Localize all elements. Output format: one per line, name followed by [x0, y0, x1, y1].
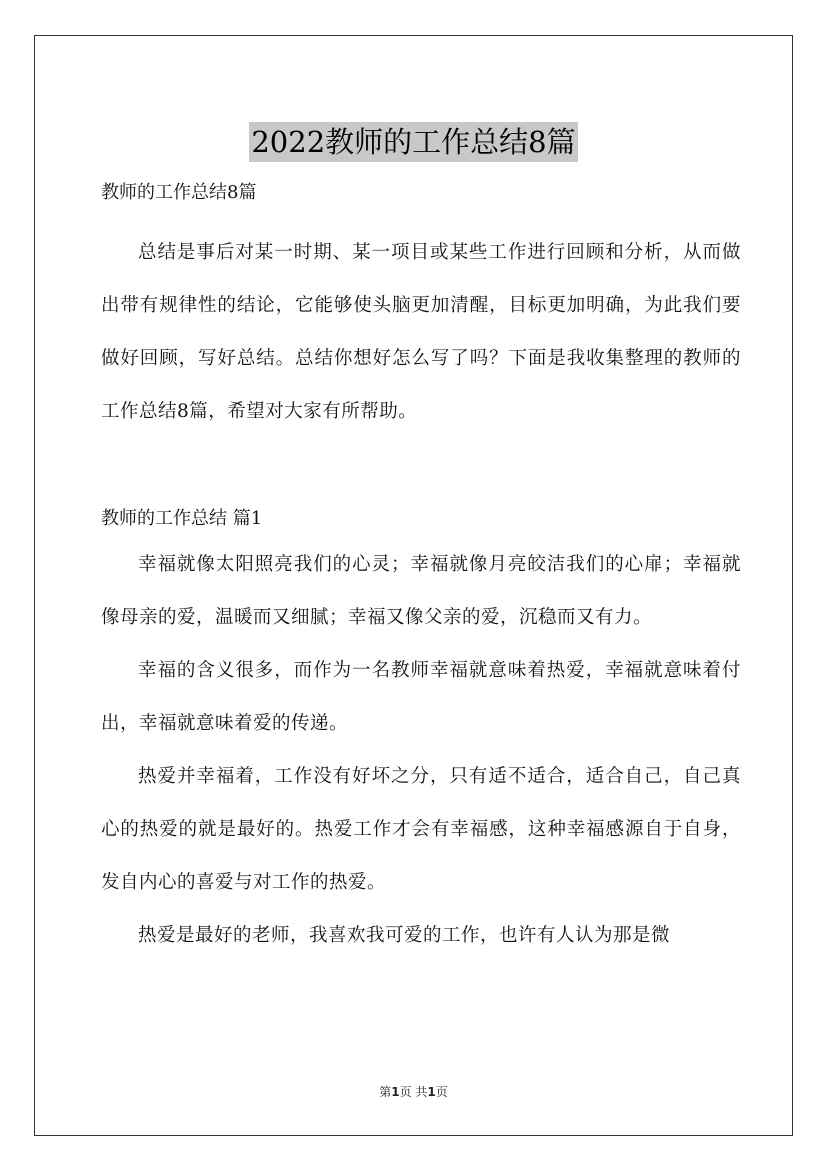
intro-paragraph: 总结是事后对某一时期、某一项目或某些工作进行回顾和分析，从而做出带有规律性的结论，它能够使头脑更加清醒，目标更加明确，为此我们要做好回顾，写好总结。总结你想好怎么写了吗？下面是我收集整理的教师的工作总结8篇，希望对大家有所帮助。	[101, 242, 741, 422]
section-paragraph-2: 幸福的含义很多，而作为一名教师幸福就意味着热爱，幸福就意味着付出，幸福就意味着爱的传递。	[101, 660, 741, 734]
document-body	[101, 174, 741, 962]
page-current-number: 1	[391, 1085, 400, 1099]
section-heading: 教师的工作总结 篇1	[101, 508, 263, 529]
page-total-number: 1	[427, 1085, 436, 1099]
section-paragraph-1: 幸福就像太阳照亮我们的心灵；幸福就像月亮皎洁我们的心扉；幸福就像母亲的爱，温暖而又细腻；幸福又像父亲的爱，沉稳而又有力。	[101, 554, 741, 628]
section-paragraph-3: 热爱并幸福着，工作没有好坏之分，只有适不适合，适合自己，自己真心的热爱的就是最好的。热爱工作才会有幸福感，这种幸福感源自于自身，发自内心的喜爱与对工作的热爱。	[101, 766, 741, 893]
page-footer	[0, 1083, 827, 1100]
document-subtitle: 教师的工作总结8篇	[101, 182, 257, 203]
section-paragraph-4: 热爱是最好的老师，我喜欢我可爱的工作，也许有人认为那是微	[138, 925, 671, 946]
page-suffix: 页	[435, 1085, 448, 1099]
page-mid: 页 共	[399, 1085, 428, 1099]
page-prefix: 第	[379, 1085, 392, 1099]
title-wrap	[0, 103, 827, 182]
document-title: 2022教师的工作总结8篇	[249, 122, 577, 162]
